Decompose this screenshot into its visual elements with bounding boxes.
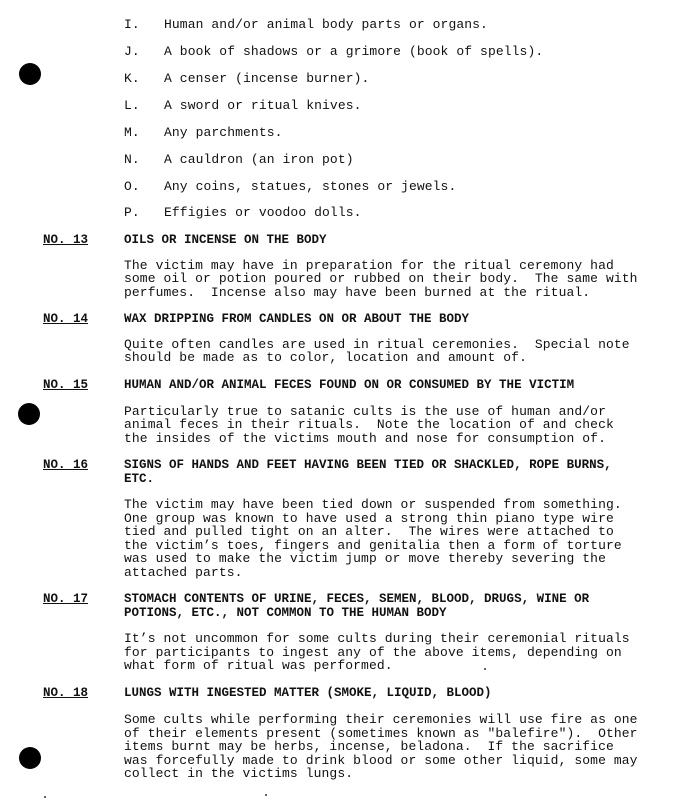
section-title: SIGNS OF HANDS AND FEET HAVING BEEN TIED OR SHACKLED, ROPE BURNS, bbox=[124, 458, 612, 472]
section-title: STOMACH CONTENTS OF URINE, FECES, SEMEN, BLOOD, DRUGS, WINE OR bbox=[124, 592, 590, 606]
list-item-letter: P. bbox=[124, 205, 140, 220]
section-body-line: attached parts. bbox=[124, 565, 243, 580]
section-body-line: It’s not uncommon for some cults during their ceremonial rituals bbox=[124, 631, 630, 646]
list-item bbox=[124, 125, 283, 141]
section-body-line: tied and pulled tight on an alter. The wires were attached to bbox=[124, 524, 614, 539]
section-title: HUMAN AND/OR ANIMAL FECES FOUND ON OR CONSUMED BY THE VICTIM bbox=[124, 378, 575, 392]
list-item-letter: J. bbox=[124, 44, 140, 59]
section-body-line: what form of ritual was performed. bbox=[124, 658, 393, 673]
list-item bbox=[124, 71, 369, 87]
list-item-text: Any parchments. bbox=[164, 125, 283, 140]
list-item-letter: O. bbox=[124, 179, 140, 194]
list-item-text: A sword or ritual knives. bbox=[164, 98, 362, 113]
list-item bbox=[124, 17, 488, 33]
list-item bbox=[124, 179, 456, 195]
list-item-letter: M. bbox=[124, 125, 140, 140]
section-body-line: animal feces in their rituals. Note the location of and check bbox=[124, 417, 614, 432]
section-body-line: The victim may have been tied down or suspended from something. bbox=[124, 497, 622, 512]
section-body-line: was used to make the victim jump or move thereby severing the bbox=[124, 551, 606, 566]
list-item-text: A censer (incense burner). bbox=[164, 71, 370, 86]
list-item-letter: L. bbox=[124, 98, 140, 113]
list-item bbox=[124, 152, 354, 168]
section-body-line: Quite often candles are used in ritual ceremonies. Special note bbox=[124, 337, 630, 352]
list-item bbox=[124, 205, 362, 221]
section-body-line: One group was known to have used a strong thin piano type wire bbox=[124, 511, 614, 526]
section-number: NO. 13 bbox=[43, 233, 89, 247]
section-body-line: was forcefully made to drink blood or some other liquid, some may bbox=[124, 753, 638, 768]
punch-hole-bottom bbox=[19, 747, 41, 769]
list-item-letter: I. bbox=[124, 17, 140, 32]
scan-speck bbox=[44, 796, 46, 798]
section-number: NO. 15 bbox=[43, 378, 89, 392]
section-body-line: collect in the victims lungs. bbox=[124, 766, 354, 781]
scan-speck bbox=[484, 668, 486, 670]
section-number: NO. 16 bbox=[43, 458, 89, 472]
section-body-line: of their elements present (sometimes known as "balefire"). Other bbox=[124, 726, 638, 741]
section-body-line: Some cults while performing their ceremonies will use fire as one bbox=[124, 712, 638, 727]
section-number: NO. 14 bbox=[43, 312, 89, 326]
punch-hole-middle bbox=[18, 403, 40, 425]
section-body-line: The victim may have in preparation for the ritual ceremony had bbox=[124, 258, 614, 273]
section-body-line: for participants to ingest any of the above items, depending on bbox=[124, 645, 622, 660]
section-body-line: Particularly true to satanic cults is the use of human and/or bbox=[124, 404, 606, 419]
section-title: WAX DRIPPING FROM CANDLES ON OR ABOUT THE BODY bbox=[124, 312, 470, 326]
list-item-text: A book of shadows or a grimore (book of spells). bbox=[164, 44, 544, 59]
section-body-line: items burnt may be herbs, incense, beladona. If the sacrifice bbox=[124, 739, 614, 754]
section-title: ETC. bbox=[124, 472, 155, 486]
section-body-line: some oil or potion poured or rubbed on their body. The same with bbox=[124, 271, 638, 286]
section-title: OILS OR INCENSE ON THE BODY bbox=[124, 233, 327, 247]
section-number: NO. 17 bbox=[43, 592, 89, 606]
section-body-line: the victim’s toes, fingers and genitalia then a form of torture bbox=[124, 538, 622, 553]
list-item-text: Any coins, statues, stones or jewels. bbox=[164, 179, 457, 194]
list-item-text: Human and/or animal body parts or organs. bbox=[164, 17, 488, 32]
section-body-line: the insides of the victims mouth and nose for consumption of. bbox=[124, 431, 606, 446]
punch-hole-top bbox=[19, 63, 41, 85]
list-item-text: A cauldron (an iron pot) bbox=[164, 152, 354, 167]
list-item bbox=[124, 44, 543, 60]
section-title: LUNGS WITH INGESTED MATTER (SMOKE, LIQUID, BLOOD) bbox=[124, 686, 492, 700]
list-item bbox=[124, 98, 362, 114]
section-title: POTIONS, ETC., NOT COMMON TO THE HUMAN BODY bbox=[124, 606, 447, 620]
list-item-text: Effigies or voodoo dolls. bbox=[164, 205, 362, 220]
section-body-line: should be made as to color, location and amount of. bbox=[124, 350, 527, 365]
list-item-letter: K. bbox=[124, 71, 140, 86]
list-item-letter: N. bbox=[124, 152, 140, 167]
scan-speck bbox=[265, 794, 267, 796]
section-body-line: perfumes. Incense also may have been burned at the ritual. bbox=[124, 285, 591, 300]
section-number: NO. 18 bbox=[43, 686, 89, 700]
